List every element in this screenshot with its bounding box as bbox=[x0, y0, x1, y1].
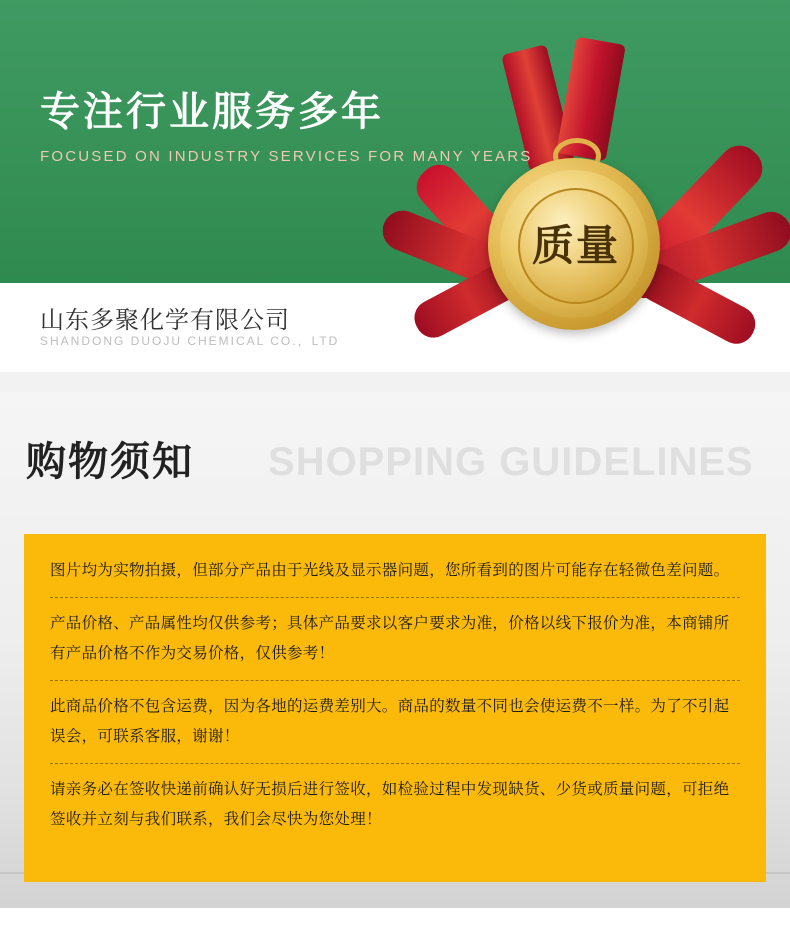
section-title-en: SHOPPING GUIDELINES bbox=[268, 440, 754, 484]
shopping-guidelines-section bbox=[0, 372, 790, 936]
notice-divider-1 bbox=[50, 597, 740, 598]
company-name-en: SHANDONG DUOJU CHEMICAL CO.，LTD bbox=[40, 334, 340, 348]
medal-label: 质量 bbox=[531, 222, 620, 269]
notice-divider-3 bbox=[50, 763, 740, 764]
notice-item-1: 图片均为实物拍摄，但部分产品由于光线及显示器问题，您所看到的图片可能存在轻微色差问题。 bbox=[50, 562, 730, 579]
notice-box bbox=[24, 534, 766, 882]
section-title-cn: 购物须知 bbox=[26, 440, 194, 484]
medal-disc bbox=[488, 158, 660, 330]
bottom-white-strip bbox=[0, 908, 790, 936]
hero-banner bbox=[0, 0, 790, 372]
banner-title-cn: 专注行业服务多年 bbox=[40, 90, 384, 134]
medal-illustration bbox=[370, 30, 790, 370]
notice-item-2: 产品价格、产品属性均仅供参考；具体产品要求以客户要求为准，价格以线下报价为准，本商铺所有产品价格不作为交易价格，仅供参考！ bbox=[50, 615, 730, 662]
notice-divider-2 bbox=[50, 680, 740, 681]
banner-title-en: FOCUSED ON INDUSTRY SERVICES FOR MANY YEARS bbox=[40, 148, 533, 165]
notice-item-3: 此商品价格不包含运费，因为各地的运费差别大。商品的数量不同也会使运费不一样。为了不引起误会，可联系客服，谢谢！ bbox=[50, 698, 730, 745]
company-name-cn: 山东多聚化学有限公司 bbox=[40, 307, 290, 334]
medal-disc-inner bbox=[518, 188, 634, 304]
notice-item-4: 请亲务必在签收快递前确认好无损后进行签收，如检验过程中发现缺货、少货或质量问题，可拒绝签收并立刻与我们联系，我们会尽快为您处理！ bbox=[50, 781, 730, 828]
